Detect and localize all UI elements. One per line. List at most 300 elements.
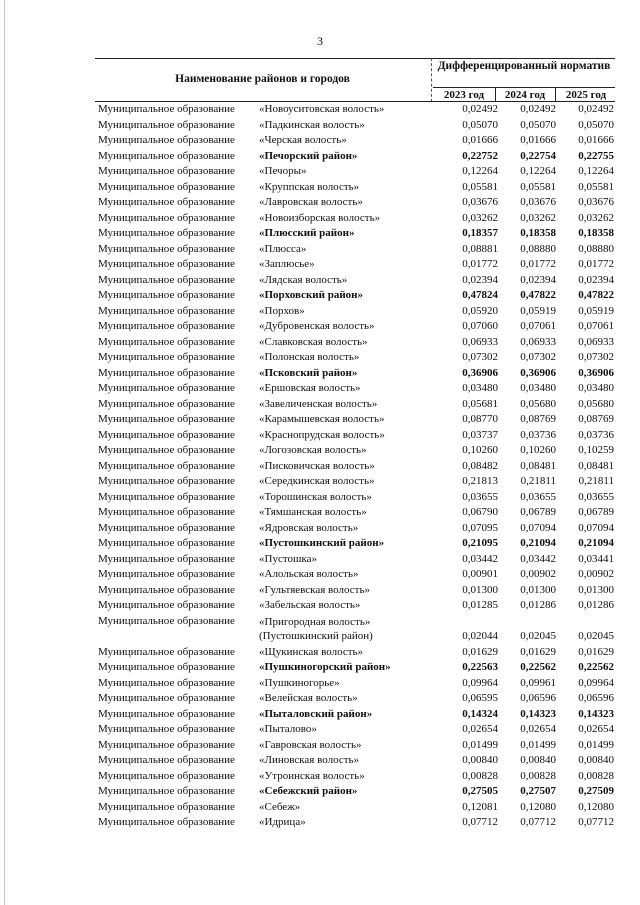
value-2024: 0,01666	[520, 134, 556, 146]
value-2024: 0,01499	[520, 738, 556, 751]
value-2025: 0,12080	[578, 800, 614, 813]
table-row	[0, 800, 640, 816]
row-name	[259, 288, 363, 303]
row-type: Муниципальное образование	[98, 366, 235, 379]
table-row	[0, 257, 640, 273]
value-2025: 0,07094	[578, 521, 614, 534]
row-name-line: «Славковская волость»	[259, 335, 368, 348]
year-separator	[555, 87, 556, 101]
row-name	[259, 722, 317, 737]
value-2023: 0,21813	[462, 475, 498, 487]
row-name	[259, 195, 363, 210]
row-name-line: «Пригородная волость»	[259, 615, 371, 628]
row-type: Муниципальное образование	[98, 227, 235, 239]
row-name-line: «Пустошка»	[259, 552, 318, 565]
table-row	[0, 738, 640, 754]
value-2024: 0,10260	[520, 444, 556, 456]
value-2024: 0,07061	[520, 320, 556, 332]
row-name	[259, 536, 384, 551]
row-name-line: «Гавровская волость»	[259, 738, 362, 751]
row-name	[259, 273, 347, 288]
table-row	[0, 443, 640, 459]
value-2023: 0,03676	[462, 196, 498, 208]
row-type: Муниципальное образование	[98, 661, 235, 673]
value-2024: 0,05919	[520, 304, 556, 317]
value-2025: 0,06789	[578, 506, 614, 518]
header-separator	[431, 58, 432, 102]
value-2023: 0,08881	[462, 242, 498, 255]
row-name-line: «Ядровская волость»	[259, 521, 359, 534]
row-type: Муниципальное образование	[98, 444, 235, 456]
value-2025: 0,03655	[578, 490, 614, 503]
row-name-line: «Круппская волость»	[259, 180, 360, 193]
value-2024: 0,47822	[520, 289, 556, 301]
value-2024: 0,08769	[520, 413, 556, 425]
row-type: Муниципальное образование	[98, 645, 235, 658]
value-2023: 0,06790	[462, 506, 498, 518]
row-name-line: «Плюсса»	[259, 242, 307, 255]
value-2024: 0,03262	[520, 211, 556, 224]
table-row	[0, 164, 640, 180]
value-2024: 0,27507	[520, 785, 556, 797]
value-2023: 0,00840	[462, 754, 498, 766]
value-2024: 0,08481	[520, 459, 556, 472]
row-name-line: «Печоры»	[259, 165, 307, 177]
value-2024: 0,02654	[520, 723, 556, 735]
value-2025: 0,47822	[578, 289, 614, 301]
row-name	[259, 784, 357, 799]
row-name-line: «Середкинская волость»	[259, 475, 375, 487]
table-row	[0, 645, 640, 661]
row-name-line: «Торошинская волость»	[259, 490, 372, 503]
row-name-line: «Ершовская волость»	[259, 382, 361, 394]
value-2024: 0,21094	[520, 537, 556, 549]
row-type: Муниципальное образование	[98, 304, 235, 317]
table-row	[0, 350, 640, 366]
row-name	[259, 676, 340, 691]
value-2024: 0,01629	[520, 645, 556, 658]
row-type: Муниципальное образование	[98, 320, 235, 332]
row-name-line: «Лавровская волость»	[259, 196, 363, 208]
row-type: Муниципальное образование	[98, 211, 235, 224]
table-row	[0, 102, 640, 118]
value-2025: 0,21094	[578, 537, 614, 549]
row-name	[259, 381, 361, 396]
table-row	[0, 195, 640, 211]
row-name	[259, 521, 358, 536]
value-2023: 0,22752	[462, 149, 498, 162]
value-2025: 0,08880	[578, 242, 614, 255]
value-2023: 0,47824	[462, 289, 498, 301]
row-name-line: «Себежский район»	[259, 785, 358, 797]
value-2023: 0,00901	[462, 568, 498, 580]
row-type: Муниципальное образование	[98, 568, 235, 580]
value-2024: 0,03736	[520, 428, 556, 441]
value-2025: 0,07061	[578, 320, 614, 332]
table-row	[0, 474, 640, 490]
value-2025: 0,03480	[578, 382, 614, 394]
value-2024: 0,07094	[520, 521, 556, 534]
value-2025: 0,03676	[578, 196, 614, 208]
row-name-line: «Порхов»	[259, 304, 305, 317]
value-2024: 0,08880	[520, 242, 556, 255]
value-2025: 0,01629	[578, 645, 614, 658]
row-name	[259, 490, 372, 505]
table-row	[0, 211, 640, 227]
row-name-line: «Утроинская волость»	[259, 769, 365, 782]
value-2025: 0,03262	[578, 211, 614, 224]
row-type: Муниципальное образование	[98, 614, 235, 627]
value-2025: 0,22562	[578, 661, 614, 673]
value-2023: 0,02394	[462, 273, 498, 286]
table-row	[0, 459, 640, 475]
row-type: Муниципальное образование	[98, 335, 235, 348]
row-type: Муниципальное образование	[98, 428, 235, 441]
row-name-line: «Пыталово»	[259, 723, 317, 735]
value-2023: 0,12081	[462, 800, 498, 813]
value-2023: 0,02044	[462, 629, 498, 642]
value-2025: 0,02492	[578, 103, 614, 115]
row-name-line: «Пушкиногорский район»	[259, 661, 391, 673]
value-2025: 0,09964	[578, 676, 614, 689]
row-type: Муниципальное образование	[98, 692, 235, 704]
row-type: Муниципальное образование	[98, 490, 235, 503]
table-row	[0, 490, 640, 506]
table-row	[0, 149, 640, 165]
row-name	[259, 583, 370, 598]
row-type: Муниципальное образование	[98, 196, 235, 208]
table-row	[0, 226, 640, 242]
table-row	[0, 769, 640, 785]
value-2024: 0,12264	[520, 165, 556, 177]
value-2024: 0,03480	[520, 382, 556, 394]
table-row	[0, 319, 640, 335]
table-row	[0, 335, 640, 351]
value-2024: 0,01286	[520, 599, 556, 611]
value-2023: 0,00828	[462, 769, 498, 782]
table-row	[0, 133, 640, 149]
value-2023: 0,22563	[462, 661, 498, 673]
row-name	[259, 226, 354, 241]
value-2025: 0,01286	[578, 599, 614, 611]
value-2024: 0,14323	[520, 707, 556, 720]
table-row	[0, 784, 640, 800]
row-type: Муниципальное образование	[98, 816, 235, 828]
value-2024: 0,07712	[520, 816, 556, 828]
value-2024: 0,07302	[520, 351, 556, 363]
table-row	[0, 412, 640, 428]
value-2024: 0,05581	[520, 180, 556, 193]
value-2025: 0,06933	[578, 335, 614, 348]
value-2023: 0,01629	[462, 645, 498, 658]
row-name	[259, 552, 317, 567]
value-2024: 0,22754	[520, 149, 556, 162]
row-name	[259, 257, 315, 272]
value-2025: 0,02045	[578, 629, 614, 642]
value-2025: 0,03441	[578, 552, 614, 565]
row-name	[259, 769, 365, 784]
row-name-line: «Тямшанская волость»	[259, 506, 367, 518]
value-2024: 0,05680	[520, 397, 556, 410]
row-type: Муниципальное образование	[98, 769, 235, 782]
value-2023: 0,01772	[462, 258, 498, 270]
value-2023: 0,03480	[462, 382, 498, 394]
value-2023: 0,10260	[462, 444, 498, 456]
value-2025: 0,05581	[578, 180, 614, 193]
value-2025: 0,06596	[578, 692, 614, 704]
value-2025: 0,05919	[578, 304, 614, 317]
row-name-line: «Новоизборская волость»	[259, 211, 381, 224]
row-name	[259, 164, 306, 179]
value-2023: 0,05070	[462, 118, 498, 131]
row-name	[259, 738, 362, 753]
table-row	[0, 552, 640, 568]
table-row	[0, 567, 640, 583]
row-name	[259, 335, 368, 350]
row-name-line: «Пустошкинский район»	[259, 537, 385, 549]
value-2024: 0,22562	[520, 661, 556, 673]
value-2025: 0,00828	[578, 769, 614, 782]
row-type: Муниципальное образование	[98, 242, 235, 255]
table-row	[0, 273, 640, 289]
row-name-line: «Карамышевская волость»	[259, 413, 385, 425]
row-name-line: «Велейская волость»	[259, 692, 358, 704]
row-name	[259, 133, 347, 148]
row-name	[259, 645, 363, 660]
value-2023: 0,21095	[462, 537, 498, 549]
table-row	[0, 381, 640, 397]
row-name-line: «Забельская волость»	[259, 599, 361, 611]
table-row	[0, 676, 640, 692]
value-2024: 0,00840	[520, 754, 556, 766]
row-name-line: «Падкинская волость»	[259, 118, 365, 131]
value-2025: 0,03736	[578, 428, 614, 441]
value-2025: 0,10259	[578, 444, 614, 456]
value-2024: 0,02492	[520, 103, 556, 115]
value-2023: 0,05581	[462, 180, 498, 193]
value-2025: 0,05070	[578, 118, 614, 131]
row-type: Муниципальное образование	[98, 165, 235, 177]
row-type: Муниципальное образование	[98, 103, 235, 115]
value-2023: 0,07060	[462, 320, 498, 332]
value-2023: 0,07712	[462, 816, 498, 828]
row-name-line: «Пушкиногорье»	[259, 676, 340, 689]
row-name	[259, 366, 357, 381]
row-name-line: «Заплюсье»	[259, 258, 315, 270]
table-row	[0, 614, 640, 645]
row-type: Муниципальное образование	[98, 738, 235, 751]
row-name	[259, 707, 372, 722]
row-name	[259, 211, 380, 226]
row-type: Муниципальное образование	[98, 785, 235, 797]
value-2025: 0,21811	[578, 475, 614, 487]
table-row	[0, 521, 640, 537]
value-2025: 0,01772	[578, 258, 614, 270]
row-name-line: «Краснопрудская волость»	[259, 428, 385, 441]
value-2025: 0,08481	[578, 459, 614, 472]
row-name	[259, 505, 367, 520]
row-name-line: «Лядская волость»	[259, 273, 348, 286]
row-name	[259, 319, 375, 334]
value-2023: 0,09964	[462, 676, 498, 689]
value-2024: 0,00902	[520, 568, 556, 580]
value-2023: 0,05920	[462, 304, 498, 317]
table-row	[0, 691, 640, 707]
row-name-line: «Алольская волость»	[259, 568, 359, 580]
value-2025: 0,07712	[578, 816, 614, 828]
table-row	[0, 505, 640, 521]
row-name	[259, 598, 360, 613]
row-type: Муниципальное образование	[98, 723, 235, 735]
row-name	[259, 459, 375, 474]
table-row	[0, 598, 640, 614]
row-name-line: «Пыталовский район»	[259, 707, 373, 720]
row-type: Муниципальное образование	[98, 351, 235, 363]
row-type: Муниципальное образование	[98, 134, 235, 146]
year-separator	[495, 87, 496, 101]
row-name	[259, 397, 377, 412]
table-row	[0, 707, 640, 723]
table-row	[0, 397, 640, 413]
row-type: Муниципальное образование	[98, 521, 235, 534]
table-row	[0, 722, 640, 738]
row-name	[259, 118, 365, 133]
table-row	[0, 536, 640, 552]
row-type: Муниципальное образование	[98, 506, 235, 518]
table-row	[0, 660, 640, 676]
value-2023: 0,07302	[462, 351, 498, 363]
value-2023: 0,08770	[462, 413, 498, 425]
row-name-line: «Плюсский район»	[259, 227, 355, 239]
row-name	[259, 567, 359, 582]
row-name	[259, 149, 357, 164]
table-row	[0, 118, 640, 134]
value-2023: 0,08482	[462, 459, 498, 472]
row-name-line: «Писковичская волость»	[259, 459, 375, 472]
row-name-line: «Себеж»	[259, 800, 301, 813]
row-name-line: «Щукинская волость»	[259, 645, 364, 658]
value-2025: 0,07302	[578, 351, 614, 363]
value-2023: 0,12264	[462, 165, 498, 177]
value-2025: 0,01666	[578, 134, 614, 146]
value-2023: 0,36906	[462, 366, 498, 379]
value-2024: 0,00828	[520, 769, 556, 782]
value-2023: 0,01285	[462, 599, 498, 611]
row-type: Муниципальное образование	[98, 289, 235, 301]
row-name-line: «Завеличенская волость»	[259, 397, 378, 410]
row-name	[259, 691, 358, 706]
row-name	[259, 180, 359, 195]
table-body	[0, 102, 640, 831]
value-2025: 0,22755	[578, 149, 614, 162]
row-type: Муниципальное образование	[98, 149, 235, 162]
value-2023: 0,03655	[462, 490, 498, 503]
value-2025: 0,01499	[578, 738, 614, 751]
row-type: Муниципальное образование	[98, 707, 235, 720]
value-2024: 0,06596	[520, 692, 556, 704]
table-row	[0, 428, 640, 444]
row-type: Муниципальное образование	[98, 552, 235, 565]
value-2025: 0,00840	[578, 754, 614, 766]
row-name	[259, 412, 385, 427]
value-2023: 0,01666	[462, 134, 498, 146]
row-name-line: «Новоуситовская волость»	[259, 103, 385, 115]
row-name	[259, 350, 359, 365]
value-2024: 0,03676	[520, 196, 556, 208]
value-2024: 0,02394	[520, 273, 556, 286]
row-name-line: (Пустошкинский район)	[259, 630, 373, 642]
value-2025: 0,12264	[578, 165, 614, 177]
row-type: Муниципальное образование	[98, 382, 235, 394]
row-name-line: «Дубровенская волость»	[259, 320, 375, 332]
value-2024: 0,09961	[520, 676, 556, 689]
value-2023: 0,03737	[462, 428, 498, 441]
table-row	[0, 288, 640, 304]
value-2025: 0,01300	[578, 583, 614, 596]
value-2023: 0,02492	[462, 103, 498, 115]
row-name-line: «Полонская волость»	[259, 351, 360, 363]
row-name	[259, 615, 373, 644]
value-2024: 0,36906	[520, 366, 556, 379]
row-type: Муниципальное образование	[98, 475, 235, 487]
row-type: Муниципальное образование	[98, 258, 235, 270]
row-name-line: «Идрица»	[259, 816, 306, 828]
value-2025: 0,14323	[578, 707, 614, 720]
column-header-name: Наименование районов и городов	[175, 73, 350, 85]
row-name-line: «Логозовская волость»	[259, 444, 367, 456]
row-name-line: «Гультяевская волость»	[259, 583, 370, 596]
row-type: Муниципальное образование	[98, 676, 235, 689]
row-name	[259, 443, 367, 458]
value-2025: 0,08769	[578, 413, 614, 425]
value-2023: 0,01499	[462, 738, 498, 751]
value-2024: 0,06789	[520, 506, 556, 518]
row-name-line: «Порховский район»	[259, 289, 363, 301]
row-type: Муниципальное образование	[98, 459, 235, 472]
value-2025: 0,05680	[578, 397, 614, 410]
value-2024: 0,01300	[520, 583, 556, 596]
row-name-line: «Печорский район»	[259, 149, 358, 162]
value-2025: 0,27509	[578, 785, 614, 797]
row-name	[259, 304, 305, 319]
value-2024: 0,03655	[520, 490, 556, 503]
table-row	[0, 366, 640, 382]
value-2025: 0,00902	[578, 568, 614, 580]
value-2024: 0,18358	[520, 227, 556, 239]
row-name	[259, 660, 391, 675]
table-row	[0, 815, 640, 831]
value-2024: 0,12080	[520, 800, 556, 813]
value-2025: 0,02394	[578, 273, 614, 286]
row-type: Муниципальное образование	[98, 537, 235, 549]
row-name	[259, 800, 300, 815]
value-2024: 0,02045	[520, 629, 556, 642]
value-2023: 0,18357	[462, 227, 498, 239]
row-name	[259, 242, 306, 257]
table-row	[0, 242, 640, 258]
value-2024: 0,01772	[520, 258, 556, 270]
value-2023: 0,14324	[462, 707, 498, 720]
value-2024: 0,03442	[520, 552, 556, 565]
row-name	[259, 102, 384, 117]
value-2024: 0,05070	[520, 118, 556, 131]
row-name	[259, 815, 306, 830]
row-type: Муниципальное образование	[98, 413, 235, 425]
value-2023: 0,02654	[462, 723, 498, 735]
row-type: Муниципальное образование	[98, 180, 235, 193]
table-row	[0, 180, 640, 196]
row-type: Муниципальное образование	[98, 800, 235, 813]
